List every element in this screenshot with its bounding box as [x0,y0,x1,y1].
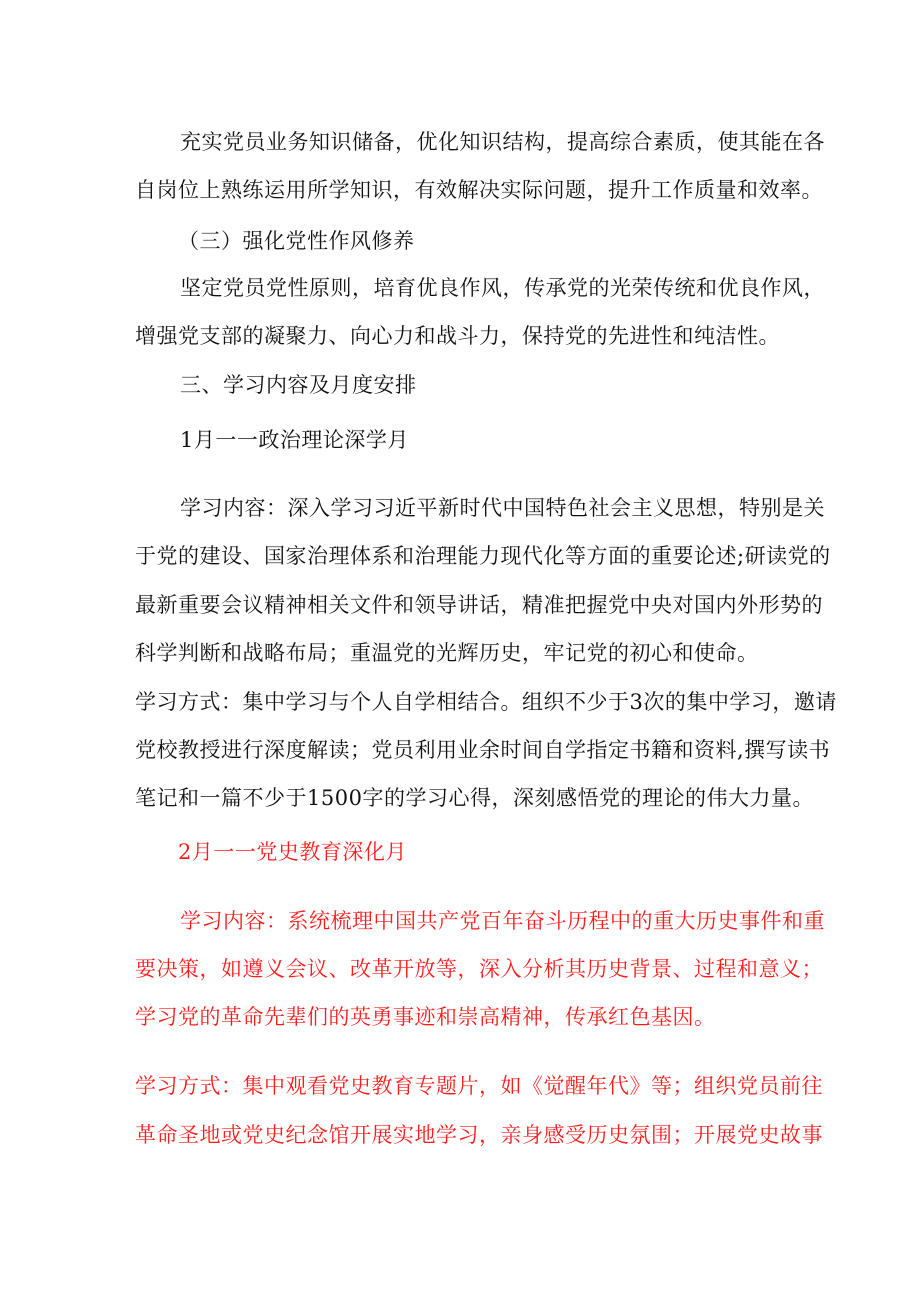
month-1-title: 1月一一政治理论深学月 [180,428,409,452]
para-2-line-1: 坚定党员党性原则，培育优良作风，传承党的光荣传统和优良作风， [180,276,825,300]
month-1-content-line-3: 最新重要会议精神相关文件和领导讲话，精准把握党中央对国内外形势的 [135,593,823,617]
month-1-method-line-1: 学习方式：集中学习与个人自学相结合。组织不少于3次的集中学习，邀请 [135,690,837,714]
month-1-content-line-4: 科学判断和战略布局；重温党的光辉历史，牢记党的初心和使命。 [135,641,759,665]
month-1-content-line-2: 于党的建设、国家治理体系和治理能力现代化等方面的重要论述;研读党的 [135,544,831,568]
month-2-content-line-1: 学习内容：系统梳理中国共产党百年奋斗历程中的重大历史事件和重 [180,909,825,933]
para-1-line-2: 自岗位上熟练运用所学知识，有效解决实际问题，提升工作质量和效率。 [135,178,823,202]
subsection-heading: （三）强化党性作风修养 [178,229,415,253]
month-2-content-line-3: 学习党的革命先辈们的英勇事迹和崇高精神，传承红色基因。 [135,1005,716,1029]
month-2-title: 2月一一党史教育深化月 [178,840,407,864]
para-1-line-1: 充实党员业务知识储备，优化知识结构，提高综合素质，使其能在各 [180,130,825,154]
para-2-line-2: 增强党支部的凝聚力、向心力和战斗力，保持党的先进性和纯洁性。 [135,324,780,348]
month-1-method-line-2: 党校教授进行深度解读；党员利用业余时间自学指定书籍和资料,撰写读书 [135,738,831,762]
section-heading: 三、学习内容及月度安排 [180,373,417,397]
month-1-content-line-1: 学习内容：深入学习习近平新时代中国特色社会主义思想，特别是关 [180,496,825,520]
month-2-method-line-1: 学习方式：集中观看党史教育专题片，如《觉醒年代》等；组织党员前往 [135,1074,823,1098]
month-2-content-line-2: 要决策，如遵义会议、改革开放等，深入分析其历史背景、过程和意义； [135,957,823,981]
month-2-method-line-2: 革命圣地或党史纪念馆开展实地学习，亲身感受历史氛围；开展党史故事 [135,1123,823,1147]
month-1-method-line-3: 笔记和一篇不少于1500字的学习心得，深刻感悟党的理论的伟大力量。 [135,786,814,810]
